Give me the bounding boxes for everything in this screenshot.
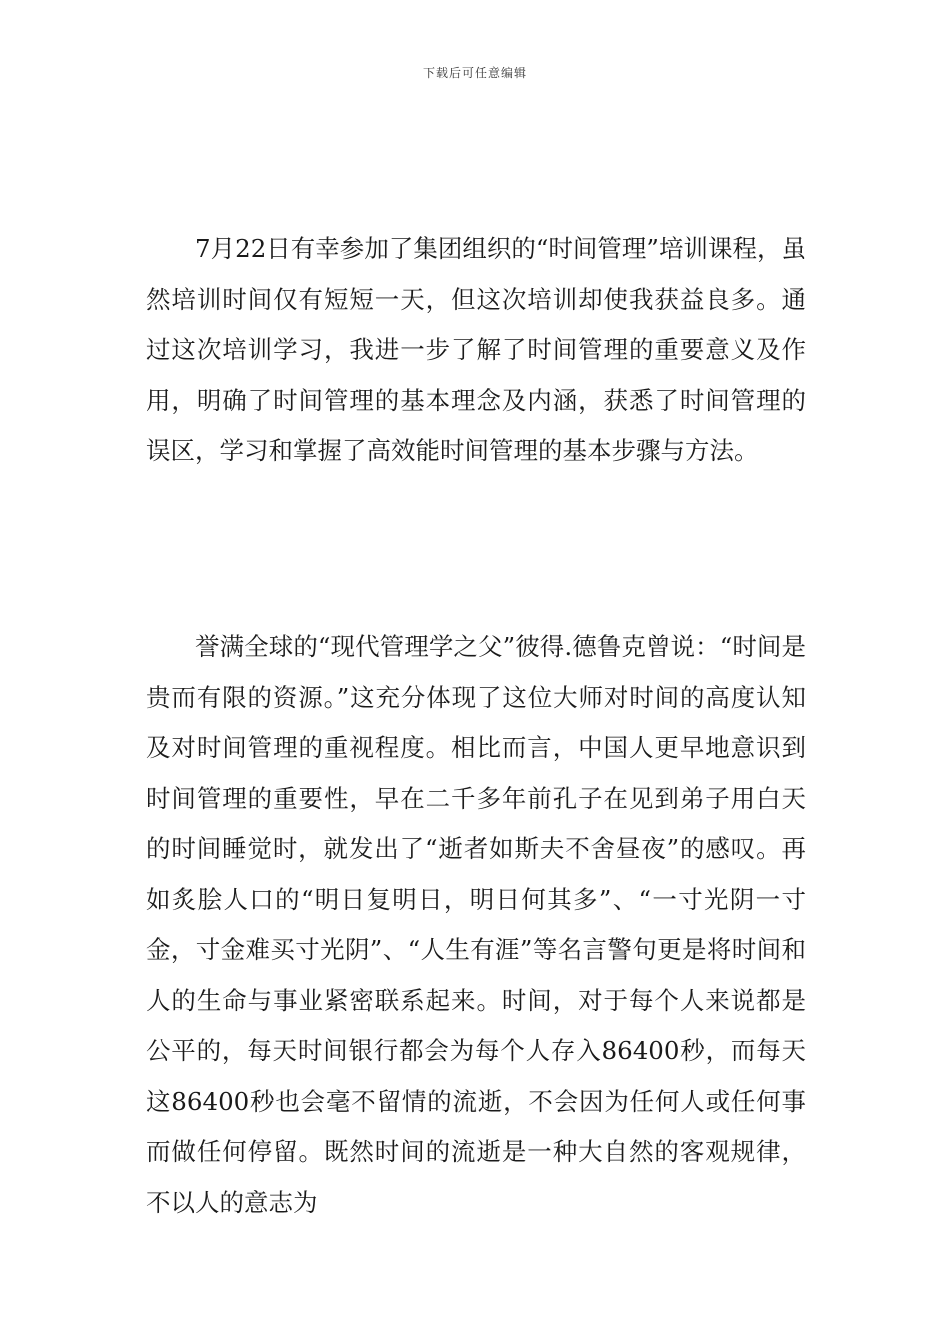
body-paragraph-2: 誉满全球的“现代管理学之父”彼得.德鲁克曾说：“时间是贵而有限的资源。”这充分体现了这位大师对时间的高度认知及对时间管理的重视程度。相比而言，中国人更早地意识到时间管理的重要性，早在二千多年前孔子在见到弟子用白天的时间睡觉时，就发出了“逝者如斯夫不舍昼夜”的感叹。再如炙脍人口的“明日复明日，明日何其多”、“一寸光阴一寸金，寸金难买寸光阴”、“人生有涯”等名言警句更是将时间和人的生命与事业紧密联系起来。时间，对于每个人来说都是公平的，每天时间银行都会为每个人存入86400秒，而每天这86400秒也会毫不留情的流逝，不会因为任何人或任何事而做任何停留。既然时间的流逝是一种大自然的客观规律，不以人的意志为	[146, 632, 806, 1217]
page-header-note: 下载后可任意编辑	[422, 66, 527, 80]
body-paragraph-1: 7月22日有幸参加了集团组织的“时间管理”培训课程，虽然培训时间仅有短短一天，但这次培训却使我获益良多。通过这次培训学习，我进一步了解了时间管理的重要意义及作用，明确了时间管理的基本理念及内涵，获悉了时间管理的误区，学习和掌握了高效能时间管理的基本步骤与方法。	[146, 234, 806, 465]
